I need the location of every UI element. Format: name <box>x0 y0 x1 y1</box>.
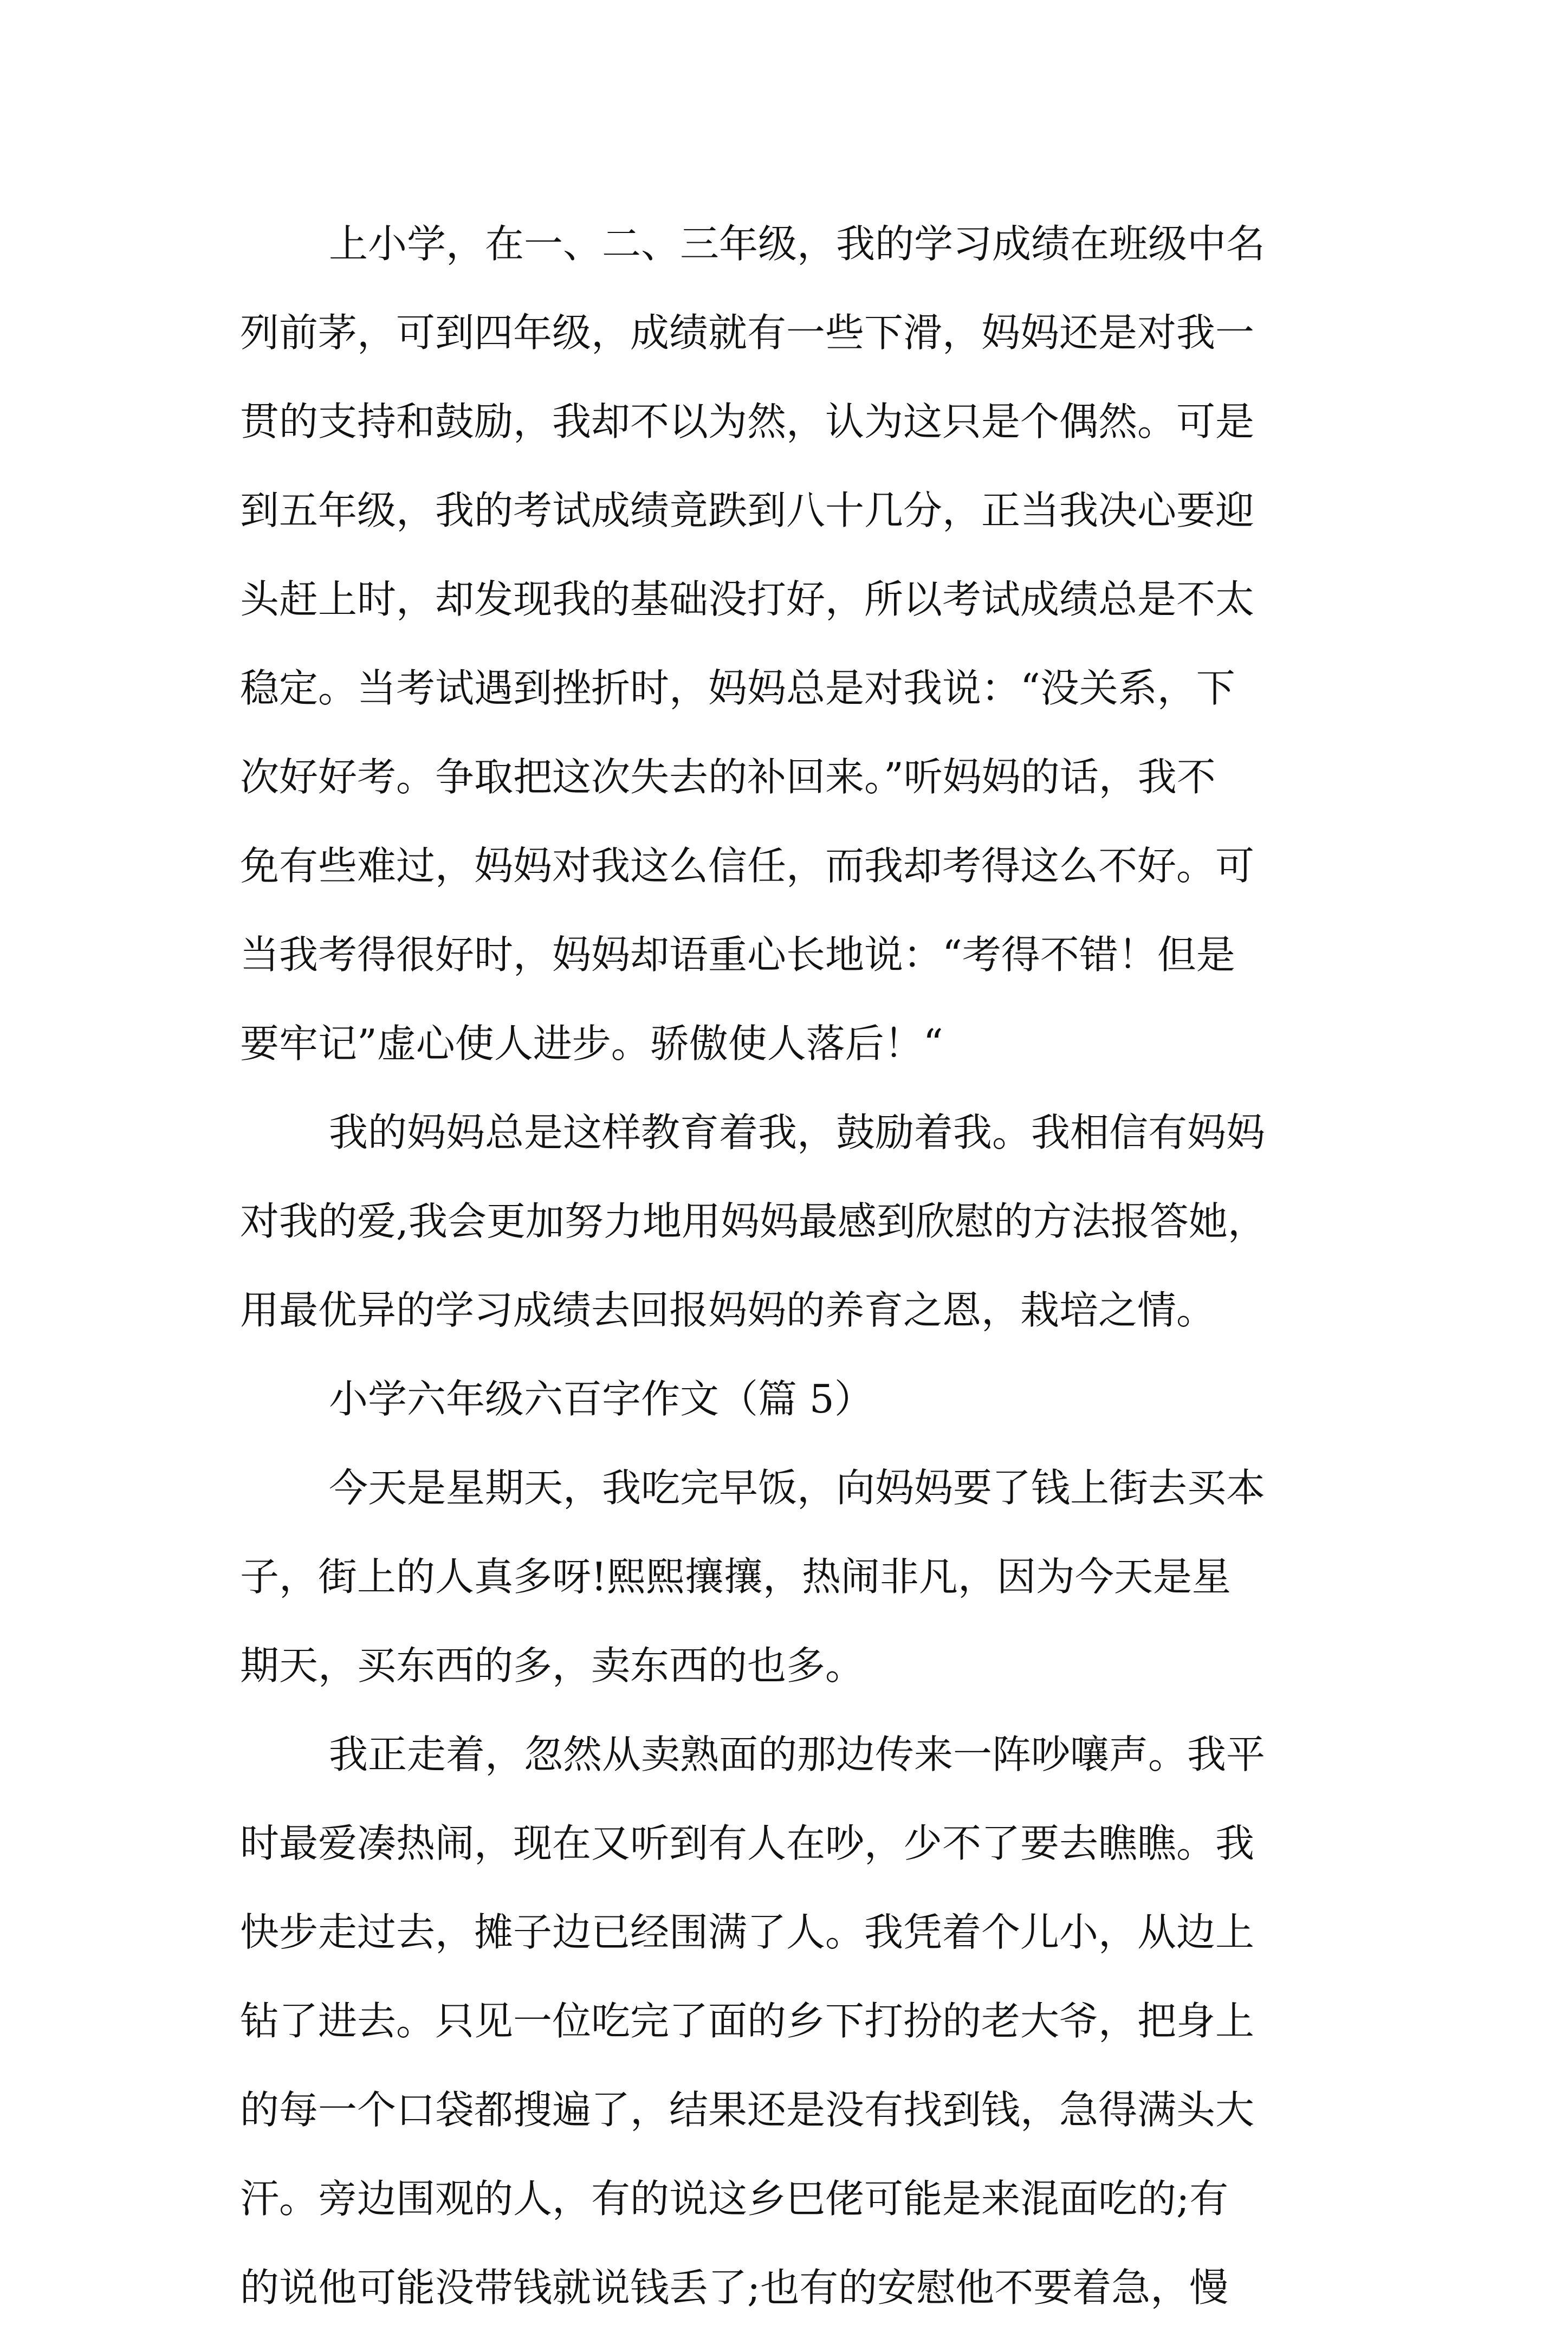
text-line: 快步走过去，摊子边已经围满了人。我凭着个儿小，从边上 <box>240 1909 1255 1955</box>
text-line: 我的妈妈总是这样教育着我，鼓励着我。我相信有妈妈 <box>329 1110 1266 1155</box>
text-line: 上小学，在一、二、三年级，我的学习成绩在班级中名 <box>329 221 1266 267</box>
text-line: 期天，买东西的多，卖东西的也多。 <box>240 1643 865 1688</box>
text-line: 用最优异的学习成绩去回报妈妈的养育之恩，栽培之情。 <box>240 1287 1216 1333</box>
text-line: 我正走着，忽然从卖熟面的那边传来一阵吵嚷声。我平 <box>329 1732 1266 1777</box>
document-body <box>240 199 1345 2332</box>
text-line: 汗。旁边围观的人，有的说这乡巴佬可能是来混面吃的;有 <box>240 2176 1229 2221</box>
text-line: 列前茅，可到四年级，成绩就有一些下滑，妈妈还是对我一 <box>240 310 1255 355</box>
text-line: 要牢记”虚心使人进步。骄傲使人落后！“ <box>240 1021 943 1066</box>
text-line: 头赶上时，却发现我的基础没打好，所以考试成绩总是不太 <box>240 576 1255 622</box>
text-line: 钻了进去。只见一位吃完了面的乡下打扮的老大爷，把身上 <box>240 1998 1255 2044</box>
text-line: 到五年级，我的考试成绩竟跌到八十几分，正当我决心要迎 <box>240 488 1255 533</box>
text-line: 当我考得很好时，妈妈却语重心长地说：“考得不错！但是 <box>240 932 1235 977</box>
text-line: 贯的支持和鼓励，我却不以为然，认为这只是个偶然。可是 <box>240 399 1255 444</box>
section-heading: 小学六年级六百字作文（篇 5） <box>329 1376 873 1422</box>
text-line: 时最爱凑热闹，现在又听到有人在吵，少不了要去瞧瞧。我 <box>240 1821 1255 1866</box>
text-line: 今天是星期天，我吃完早饭，向妈妈要了钱上街去买本 <box>329 1465 1266 1511</box>
text-line: 的每一个口袋都搜遍了，结果还是没有找到钱，急得满头大 <box>240 2087 1255 2133</box>
text-line: 对我的爱,我会更加努力地用妈妈最感到欣慰的方法报答她， <box>240 1199 1267 1244</box>
text-line: 子，街上的人真多呀!熙熙攘攘，热闹非凡，因为今天是星 <box>240 1554 1231 1599</box>
text-line: 稳定。当考试遇到挫折时，妈妈总是对我说：“没关系，下 <box>240 665 1235 711</box>
text-line: 次好好考。争取把这次失去的补回来。”听妈妈的话，我不 <box>240 754 1216 800</box>
text-line: 的说他可能没带钱就说钱丢了;也有的安慰他不要着急，慢 <box>240 2265 1229 2310</box>
text-line: 免有些难过，妈妈对我这么信任，而我却考得这么不好。可 <box>240 843 1255 889</box>
